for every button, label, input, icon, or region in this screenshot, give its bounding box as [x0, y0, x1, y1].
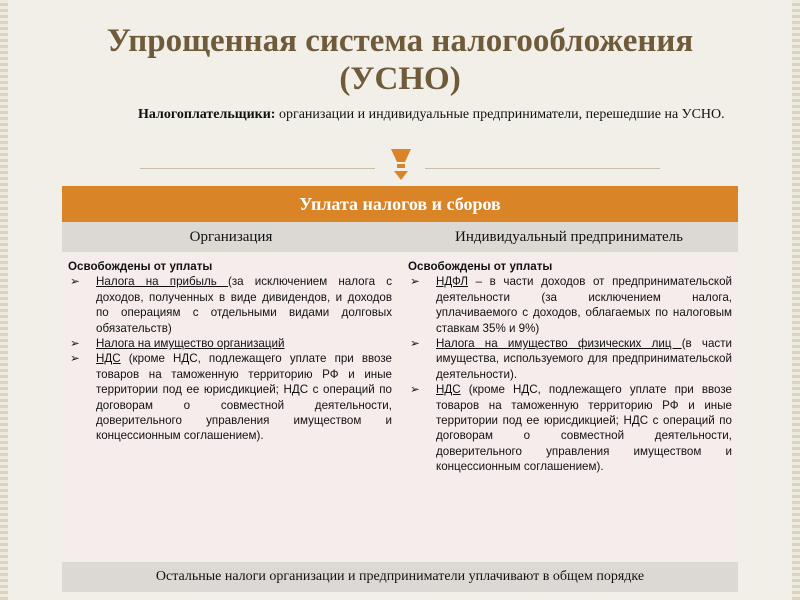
item-text: – в части доходов от предпринимательской деятельности (за исключением налога, уплачиваемого с доходов, облагаемых по налоговым ставкам 35% и 9%): [436, 275, 732, 335]
list-item: [408, 382, 732, 474]
list-item: [408, 274, 732, 336]
item-link[interactable]: НДС: [96, 352, 121, 366]
item-text: (кроме НДС, подлежащего уплате при ввозе товаров на таможенную территорию РФ и иные территории под ее юрисдикцией; НДС с операций по договорам о совместной деятельности, доверительного управления имуществом и концессионным соглашением).: [436, 383, 732, 474]
title-line-1: Упрощенная система налогообложения: [106, 23, 694, 59]
slide-title: [0, 22, 800, 98]
arrow-bullet-icon: ➢: [70, 337, 80, 351]
organization-list: [68, 274, 392, 443]
column-headers: [62, 222, 738, 252]
intro-label: Налогоплательщики:: [138, 107, 276, 122]
item-link[interactable]: НДС: [436, 383, 461, 397]
divider-right: [425, 168, 660, 169]
arrow-bullet-icon: ➢: [70, 352, 80, 366]
item-text: (за исключением налога с доходов, полученных в виде дивидендов, и доходов по операциям с отдельными видами долговых обязательств): [96, 275, 392, 335]
item-link[interactable]: Налога на имущество физических лиц: [436, 337, 682, 351]
entrepreneur-heading: Освобождены от уплаты: [408, 260, 553, 273]
arrow-bullet-icon: ➢: [410, 275, 420, 289]
list-item: [68, 351, 392, 443]
organization-panel: [62, 255, 398, 560]
organization-heading: Освобождены от уплаты: [68, 260, 213, 273]
title-line-2: (УСНО): [339, 61, 461, 97]
column-header-organization: Организация: [189, 229, 273, 245]
item-text: (кроме НДС, подлежащего уплате при ввозе товаров на таможенную территорию РФ и иные территории под ее юрисдикцией; НДС с операций по договорам о совместной деятельности, доверительного управления имуществом и концессионным соглашением).: [96, 352, 392, 443]
ornament-icon: [388, 146, 414, 184]
intro-text: организации и индивидуальные предприниматели, перешедшие на УСНО.: [275, 107, 725, 122]
column-header-entrepreneur: Индивидуальный предприниматель: [455, 229, 683, 245]
arrow-bullet-icon: ➢: [70, 275, 80, 289]
entrepreneur-panel: [402, 255, 738, 560]
arrow-bullet-icon: ➢: [410, 383, 420, 397]
list-item: [408, 336, 732, 382]
list-item: [68, 274, 392, 336]
list-item: [68, 336, 392, 351]
arrow-bullet-icon: ➢: [410, 337, 420, 351]
item-link[interactable]: Налога на имущество организаций: [96, 337, 285, 351]
banner-taxes-fees: Уплата налогов и сборов: [62, 186, 738, 222]
item-link[interactable]: Налога на прибыль: [96, 275, 228, 289]
item-text: (в части имущества, используемого для предпринимательской деятельности).: [436, 337, 732, 381]
intro-paragraph: [66, 104, 734, 126]
divider-left: [140, 168, 375, 169]
entrepreneur-list: [408, 274, 732, 474]
item-link[interactable]: НДФЛ: [436, 275, 469, 289]
footer-note: Остальные налоги организации и предприниматели уплачивают в общем порядке: [62, 562, 738, 592]
